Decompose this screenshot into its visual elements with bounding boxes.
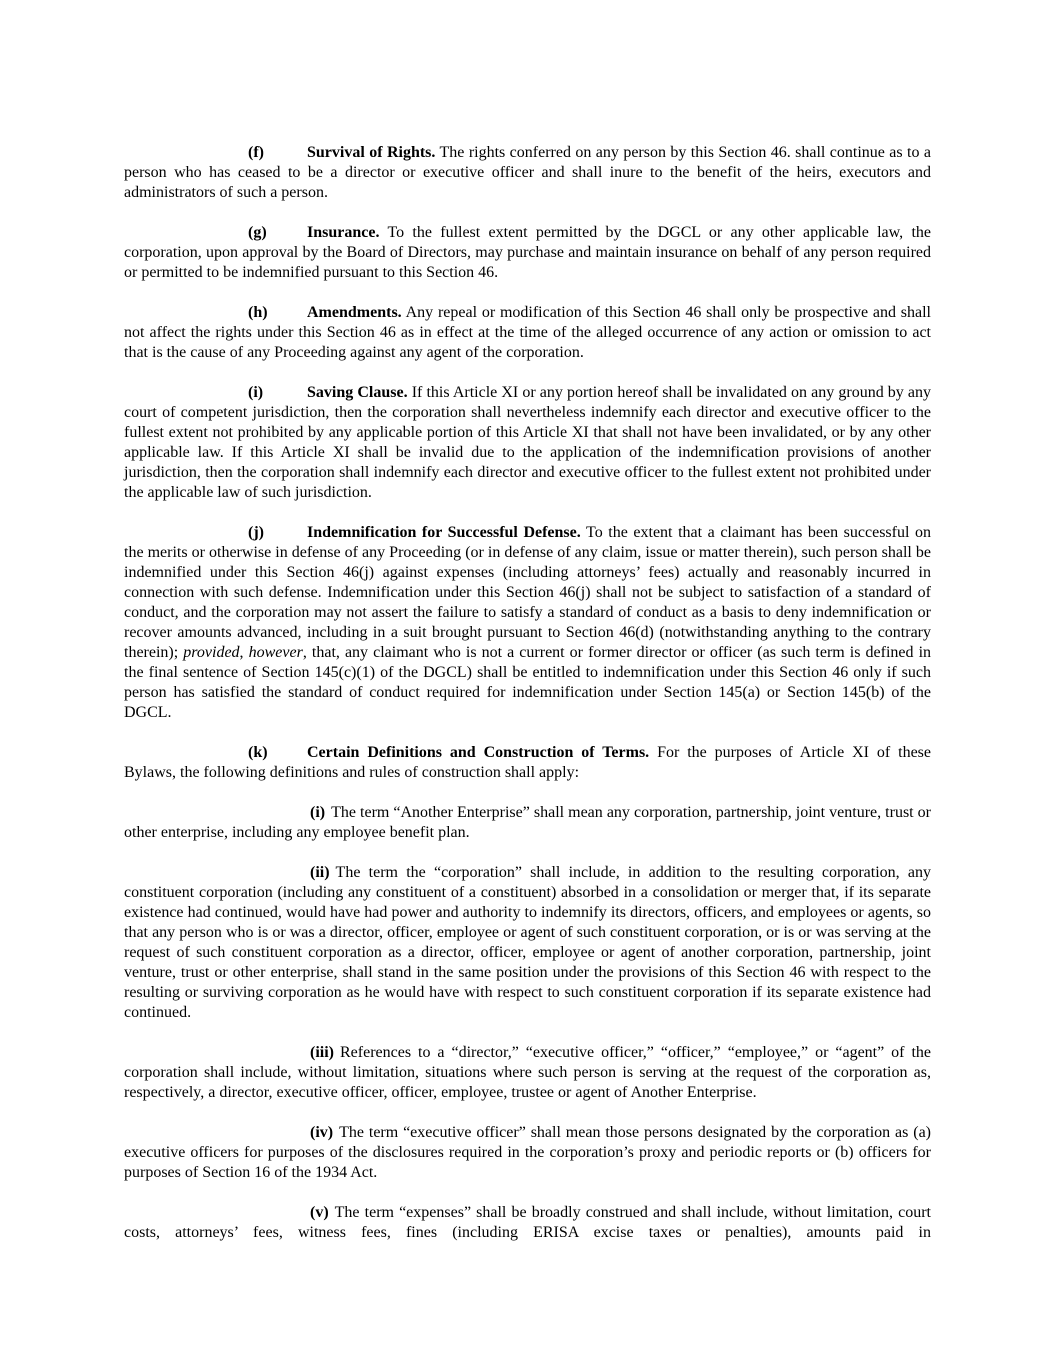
subsection-text: The term the “corporation” shall include, in addition to the resulting corporation, any constituent corporation (including any constituent of a constituent) absorbed in a consolidation or merger that, if its separate existence had continued, would have had power and authority to indemnify its directors, officers, and employees or agents, so that any person who is or was a director, officer, employee or agent of such constituent corporation, or is or was serving at the request of such constituent corporation as a director, officer, employee or agent of another corporation, partnership, joint venture, trust or other enterprise, shall stand in the same position under the provisions of this Section 46 with respect to the resulting or surviving corporation as he would have with respect to such constituent corporation if its separate existence had continued. [124, 864, 931, 1021]
subsection-paragraph-v [124, 1203, 931, 1243]
section-text: For the purposes of Article XI of these Bylaws, the following definitions and rules of construction shall apply: [124, 744, 931, 781]
subsection-paragraph-ii [124, 863, 931, 1023]
section-number: (j) [248, 524, 264, 541]
subsection-text: The term “executive officer” shall mean those persons designated by the corporation as (a) executive officers for purposes of the disclosures required in the corporation’s proxy and periodic reports or (b) officers for purposes of Section 16 of the 1934 Act. [124, 1124, 931, 1181]
section-heading: Indemnification for Successful Defense. [307, 524, 581, 541]
section-number: (h) [248, 304, 268, 321]
subsection-number: (iii) [310, 1044, 334, 1061]
subsection-paragraph-iv [124, 1123, 931, 1183]
section-paragraph-i [124, 383, 931, 503]
section-heading: Saving Clause. [307, 384, 408, 401]
section-paragraph-j [124, 523, 931, 723]
italic-term: however [248, 644, 303, 661]
section-text: , [239, 644, 249, 661]
section-heading: Survival of Rights. [307, 144, 436, 161]
subsection-paragraph-iii [124, 1043, 931, 1103]
document-page [124, 143, 931, 1263]
section-number: (g) [248, 224, 267, 241]
section-text: The rights conferred on any person by this Section 46. shall continue as to a person who has ceased to be a director or executive officer and shall inure to the benefit of the heirs, executors and administrators of such a person. [124, 144, 931, 201]
section-paragraph-k [124, 743, 931, 783]
subsection-number: (iv) [310, 1124, 334, 1141]
section-paragraph-h [124, 303, 931, 363]
section-text: To the fullest extent permitted by the DGCL or any other applicable law, the corporation, upon approval by the Board of Directors, may purchase and maintain insurance on behalf of any person required or permitted to be indemnified pursuant to this Section 46. [124, 224, 931, 281]
section-paragraph-g [124, 223, 931, 283]
subsection-paragraph-i [124, 803, 931, 843]
italic-term: provided [183, 644, 240, 661]
subsection-number: (v) [310, 1204, 329, 1221]
section-heading: Certain Definitions and Construction of Terms. [307, 744, 650, 761]
section-text: If this Article XI or any portion hereof shall be invalidated on any ground by any court of competent jurisdiction, then the corporation shall nevertheless indemnify each director and executive officer to the fullest extent not prohibited by any applicable portion of this Article XI that shall not have been invalidated, or by any other applicable law. If this Article XI shall be invalid due to the application of the indemnification provisions of another jurisdiction, then the corporation shall indemnify each director and executive officer to the fullest extent not prohibited under the applicable law of such jurisdiction. [124, 384, 932, 501]
subsection-number: (i) [310, 804, 326, 821]
subsection-number: (ii) [310, 864, 330, 881]
section-paragraph-f [124, 143, 931, 203]
subsection-text: References to a “director,” “executive officer,” “officer,” “employee,” or “agent” of the corporation shall include, without limitation, situations where such person is serving at the request of the corporation as, respectively, a director, executive officer, officer, employee, trustee or agent of Another Enterprise. [124, 1044, 931, 1101]
subsection-text: The term “expenses” shall be broadly construed and shall include, without limitation, court costs, attorneys’ fees, witness fees, fines (including ERISA excise taxes or penalties), amounts paid in [124, 1204, 931, 1241]
section-heading: Amendments. [307, 304, 402, 321]
subsection-text: The term “Another Enterprise” shall mean any corporation, partnership, joint venture, trust or other enterprise, including any employee benefit plan. [124, 804, 931, 841]
section-heading: Insurance. [307, 224, 380, 241]
section-number: (i) [248, 384, 264, 401]
section-number: (k) [248, 744, 268, 761]
section-number: (f) [248, 144, 264, 161]
section-text: To the extent that a claimant has been successful on the merits or otherwise in defense of any Proceeding (or in defense of any claim, issue or matter therein), such person shall be indemnified under this Section 46(j) against expenses (including attorneys’ fees) actually and reasonably incurred in connection with such defense. Indemnification under this Section 46(j) shall not be subject to satisfaction of a standard of conduct, and the corporation may not assert the failure to satisfy a standard of conduct as a basis to deny indemnification or recover amounts advanced, including in a suit brought pursuant to Section 46(d) (notwithstanding anything to the contrary therein); [124, 524, 931, 661]
section-text: , that, any claimant who is not a current or former director or officer (as such term is defined in the final sentence of Section 145(c)(1) of the DGCL) shall be entitled to indemnification under this Section 46 only if such person has satisfied the standard of conduct required for indemnification under Section 145(a) or Section 145(b) of the DGCL. [124, 644, 932, 721]
section-text: Any repeal or modification of this Section 46 shall only be prospective and shall not affect the rights under this Section 46 as in effect at the time of the alleged occurrence of any action or omission to act that is the cause of any Proceeding against any agent of the corporation. [124, 304, 931, 361]
